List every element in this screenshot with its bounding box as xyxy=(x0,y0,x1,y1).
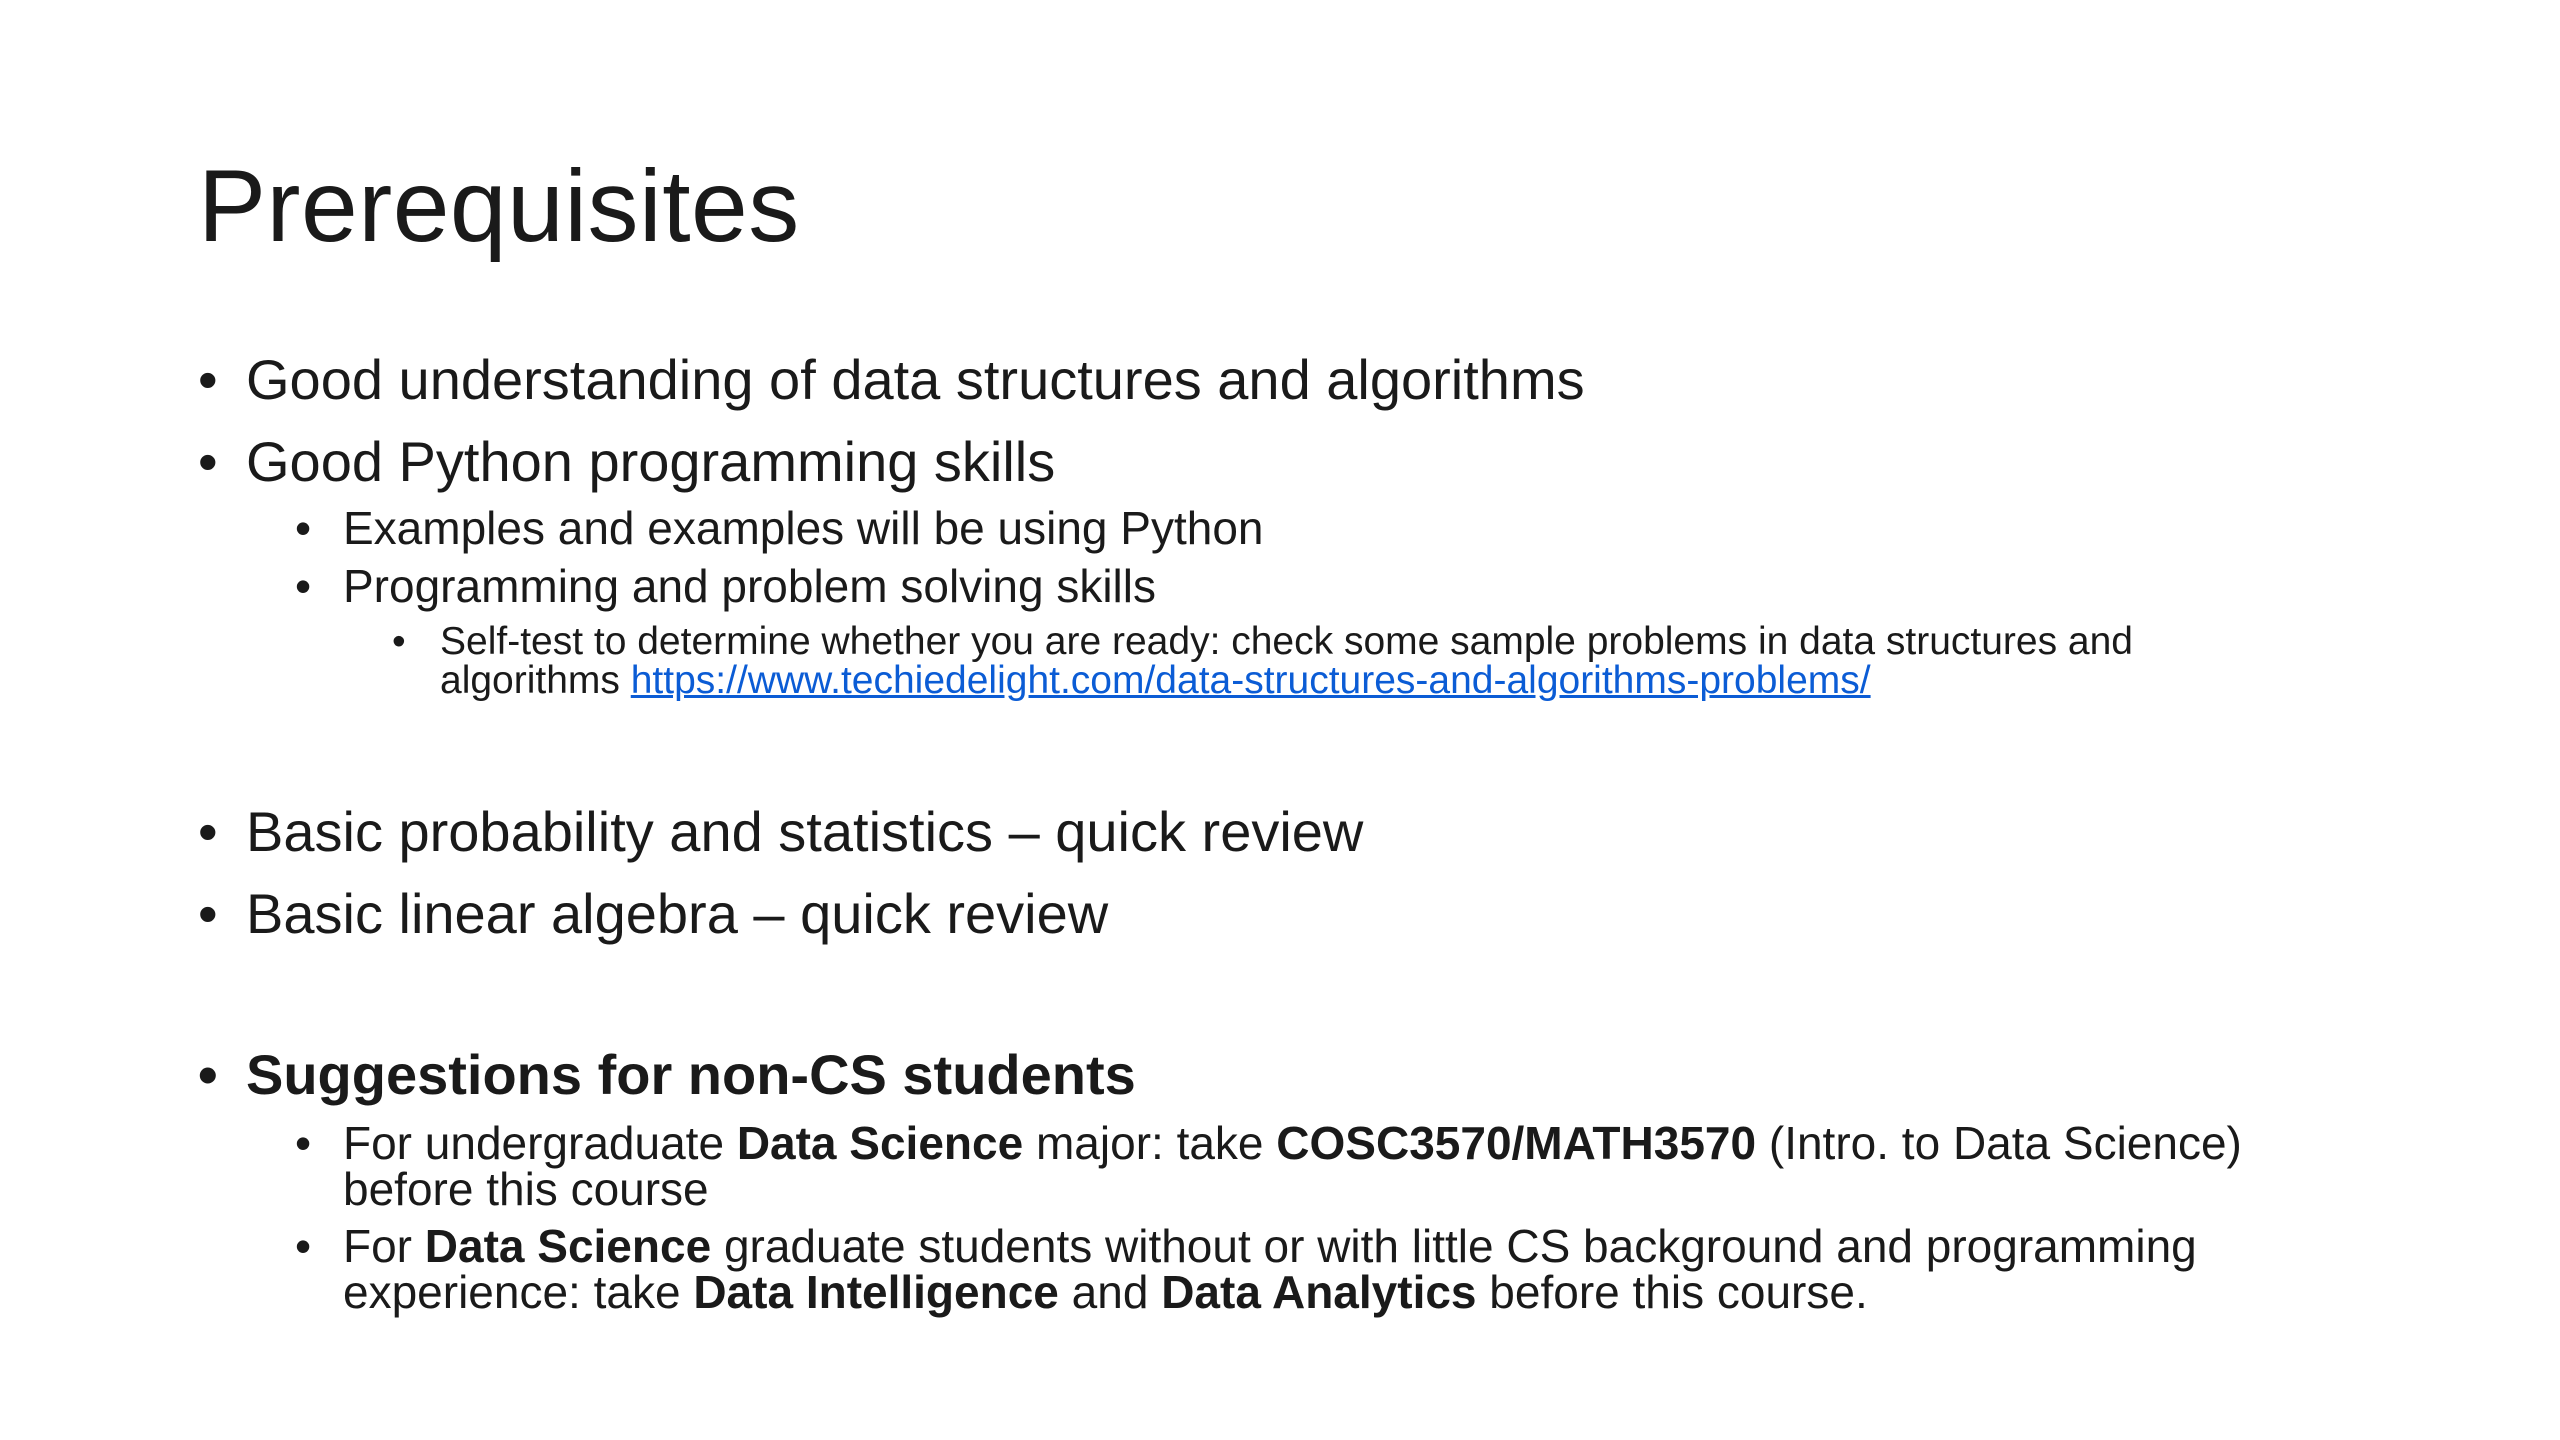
graduate-text-2: graduate students without or with little CS background and programming xyxy=(711,1220,2197,1272)
bullet-glyph: • xyxy=(198,800,218,863)
graduate-text-3: experience: take xyxy=(343,1266,694,1318)
bullet-self-test-text xyxy=(440,622,2133,700)
bullet-problem-solving-text: Programming and problem solving skills xyxy=(343,560,1156,612)
bullet-glyph: • xyxy=(392,620,406,663)
undergrad-bold-2: COSC3570/MATH3570 xyxy=(1276,1117,1757,1169)
bullet-glyph: • xyxy=(295,1117,312,1169)
bullet-undergrad xyxy=(295,1117,2242,1215)
bullet-dsa xyxy=(198,348,1585,412)
graduate-bold-1: Data Science xyxy=(424,1220,712,1272)
bullet-python-examples xyxy=(295,502,1264,554)
slide-title: Prerequisites xyxy=(198,149,800,263)
graduate-line-1 xyxy=(343,1220,2197,1272)
bullet-undergrad-text xyxy=(343,1117,2242,1215)
self-test-prefix: algorithms xyxy=(440,659,631,702)
bullet-probability xyxy=(198,800,1363,864)
undergrad-text-3: (Intro. to Data Science) xyxy=(1756,1117,2242,1169)
undergrad-bold-1: Data Science xyxy=(736,1117,1024,1169)
bullet-glyph: • xyxy=(295,502,312,554)
graduate-line-2 xyxy=(343,1266,2197,1318)
self-test-line-2 xyxy=(440,661,2133,700)
bullet-glyph: • xyxy=(295,1220,312,1272)
bullet-graduate xyxy=(295,1220,2197,1318)
bullet-glyph: • xyxy=(198,882,218,945)
bullet-glyph: • xyxy=(295,560,312,612)
bullet-probability-text: Basic probability and statistics – quick review xyxy=(246,800,1364,863)
bullet-graduate-text xyxy=(343,1220,2197,1318)
bullet-suggestions-text: Suggestions for non-CS students xyxy=(246,1043,1136,1106)
self-test-line-1: Self-test to determine whether you are ready: check some sample problems in data structures and xyxy=(440,620,2133,663)
graduate-bold-2: Data Intelligence xyxy=(693,1266,1059,1318)
bullet-linear-algebra-text: Basic linear algebra – quick review xyxy=(246,882,1109,945)
bullet-linear-algebra xyxy=(198,882,1108,946)
undergrad-line-1 xyxy=(343,1117,2242,1169)
bullet-python xyxy=(198,430,1055,494)
graduate-text-5: before this course. xyxy=(1476,1266,1868,1318)
bullet-self-test xyxy=(392,622,2133,700)
graduate-text-4: and xyxy=(1058,1266,1162,1318)
bullet-glyph: • xyxy=(198,348,218,411)
undergrad-text-1: For undergraduate xyxy=(343,1117,737,1169)
bullet-python-examples-text: Examples and examples will be using Python xyxy=(343,502,1264,554)
undergrad-text-2: major: take xyxy=(1023,1117,1277,1169)
graduate-text-1: For xyxy=(343,1220,425,1272)
bullet-dsa-text: Good understanding of data structures and algorithms xyxy=(246,348,1585,411)
undergrad-line-2: before this course xyxy=(343,1163,709,1215)
bullet-suggestions xyxy=(198,1043,1136,1107)
bullet-python-text: Good Python programming skills xyxy=(246,430,1056,493)
bullet-problem-solving xyxy=(295,560,1156,612)
graduate-bold-3: Data Analytics xyxy=(1161,1266,1477,1318)
techiedelight-link[interactable]: https://www.techiedelight.com/data-structures-and-algorithms-problems/ xyxy=(630,659,1871,702)
bullet-glyph: • xyxy=(198,1043,218,1106)
bullet-glyph: • xyxy=(198,430,218,493)
